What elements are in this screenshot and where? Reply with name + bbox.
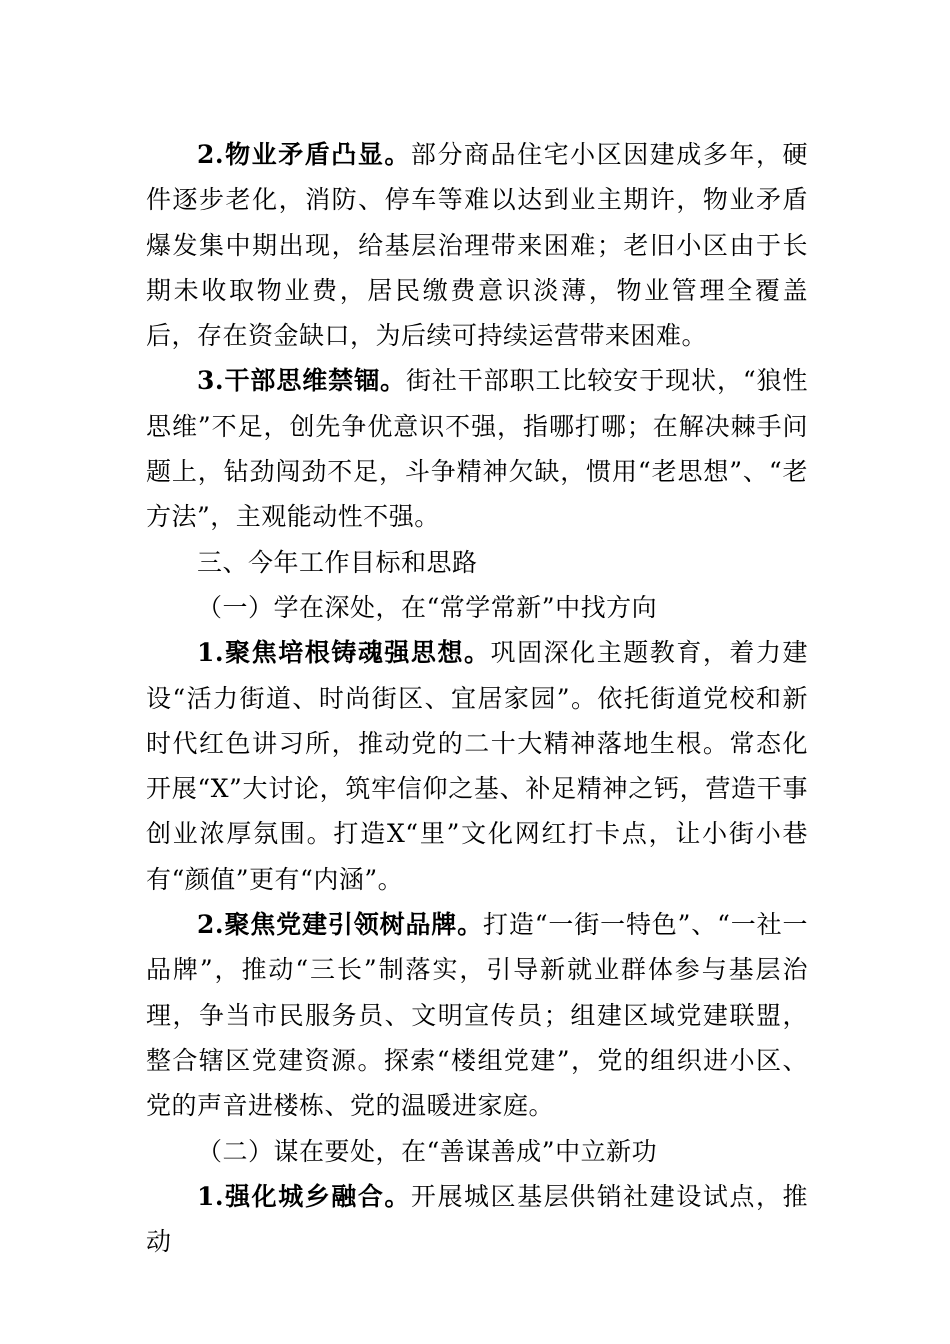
section-heading: 三、今年工作目标和思路 [197, 547, 478, 577]
subsection-heading-2: （二）谋在要处，在“善谋善成”中立新功 [197, 1136, 658, 1166]
item-body: 开展城区基层供销社建设试点，推动 [146, 1181, 808, 1257]
paragraph-urban-rural [146, 1174, 808, 1265]
paragraph-cadre-thinking [146, 358, 808, 539]
item-title: 1.强化城乡融合。 [197, 1181, 411, 1211]
subsection-heading-1: （一）学在深处，在“常学常新”中找方向 [197, 592, 658, 622]
item-title: 1.聚焦培根铸魂强思想。 [197, 638, 491, 668]
body-text [146, 132, 808, 1264]
item-body: 打造“一街一特色”、“一社一品牌”，推动“三长”制落实，引导新就业群体参与基层治理，争当市民服务员、文明宣传员；组建区域党建联盟，整合辖区党建资源。探索“楼组党建”，党的组织进小区、党的声音进楼栋、党的温暖进家庭。 [146, 910, 809, 1121]
item-title: 2.物业矛盾凸显。 [197, 140, 411, 169]
paragraph-property-conflicts [146, 132, 808, 358]
item-body: 街社干部职工比较安于现状，“狼性思维”不足，创先争优意识不强，指哪打哪；在解决棘手问题上，钻劲闯劲不足，斗争精神欠缺，惯用“老思想”、“老方法”，主观能动性不强。 [146, 366, 808, 532]
paragraph-party-building [146, 902, 808, 1128]
item-body: 巩固深化主题教育，着力建设“活力街道、时尚街区、宜居家园”。依托街道党校和新时代红色讲习所，推动党的二十大精神落地生根。常态化开展“X”大讨论，筑牢信仰之基、补足精神之钙，营造干事创业浓厚氛围。打造X“里”文化网红打卡点，让小街小巷有“颜值”更有“内涵”。 [146, 638, 808, 894]
item-title: 2.聚焦党建引领树品牌。 [197, 910, 484, 940]
item-body: 部分商品住宅小区因建成多年，硬件逐步老化，消防、停车等难以达到业主期许，物业矛盾爆发集中期出现，给基层治理带来困难；老旧小区由于长期未收取物业费，居民缴费意识淡薄，物业管理全覆盖后，存在资金缺口，为后续可持续运营带来困难。 [146, 140, 808, 351]
paragraph-ideology [146, 630, 808, 902]
item-title: 3.干部思维禁锢。 [197, 366, 406, 396]
